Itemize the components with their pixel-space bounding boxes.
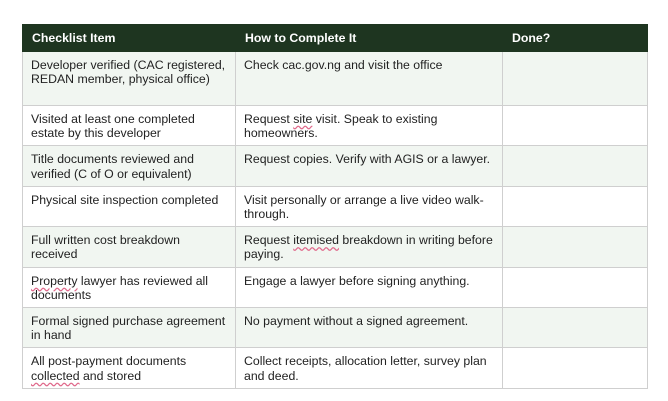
checklist-item-cell: Visited at least one completed estate by this developer (23, 106, 236, 146)
text-run: Request (244, 233, 294, 248)
table-row (23, 186, 648, 226)
header-checklist-item: Checklist Item (23, 25, 236, 52)
done-cell[interactable] (503, 186, 648, 226)
how-to-complete-cell: Request copies. Verify with AGIS or a lawyer. (236, 146, 503, 186)
header-done: Done? (503, 25, 648, 52)
how-to-complete-cell: No payment without a signed agreement. (236, 308, 503, 348)
table-row (23, 106, 648, 146)
header-how-to-complete: How to Complete It (236, 25, 503, 52)
checklist-item-cell: Full written cost breakdown received (23, 227, 236, 267)
how-to-complete-cell: Check cac.gov.ng and visit the office (236, 52, 503, 106)
how-to-complete-cell: Visit personally or arrange a live video walk-through. (236, 186, 503, 226)
checklist-item-cell (23, 267, 236, 307)
spellcheck-flagged-word: collected (31, 368, 80, 383)
done-cell[interactable] (503, 146, 648, 186)
text-run: lawyer has reviewed all documents (31, 273, 209, 302)
checklist-item-cell: Formal signed purchase agreement in hand (23, 308, 236, 348)
done-cell[interactable] (503, 267, 648, 307)
table-row (23, 227, 648, 267)
table-row (23, 146, 648, 186)
checklist-item-cell (23, 348, 236, 388)
table-row (23, 52, 648, 106)
how-to-complete-cell (236, 227, 503, 267)
done-cell[interactable] (503, 106, 648, 146)
text-run: Request (244, 112, 294, 126)
table-row (23, 348, 648, 388)
spellcheck-flagged-word: itemised (293, 233, 340, 248)
table-row (23, 267, 648, 307)
spellcheck-flagged-word: Property (31, 273, 78, 288)
checklist-table (22, 24, 648, 389)
done-cell[interactable] (503, 52, 648, 106)
text-run: and stored (79, 368, 142, 383)
text-run: breakdown in writing before paying. (244, 233, 493, 262)
table-row (23, 308, 648, 348)
checklist-item-cell: Developer verified (CAC registered, REDAN member, physical office) (23, 52, 236, 106)
text-run: visit. Speak to existing homeowners. (244, 112, 438, 141)
text-run: All post-payment documents (31, 354, 187, 369)
done-cell[interactable] (503, 348, 648, 388)
how-to-complete-cell (236, 106, 503, 146)
checklist-item-cell: Title documents reviewed and verified (C of O or equivalent) (23, 146, 236, 186)
how-to-complete-cell: Collect receipts, allocation letter, survey plan and deed. (236, 348, 503, 388)
done-cell[interactable] (503, 227, 648, 267)
how-to-complete-cell: Engage a lawyer before signing anything. (236, 267, 503, 307)
table-header-row (23, 25, 648, 52)
checklist-item-cell: Physical site inspection completed (23, 186, 236, 226)
done-cell[interactable] (503, 308, 648, 348)
spellcheck-flagged-word: site (293, 112, 313, 126)
